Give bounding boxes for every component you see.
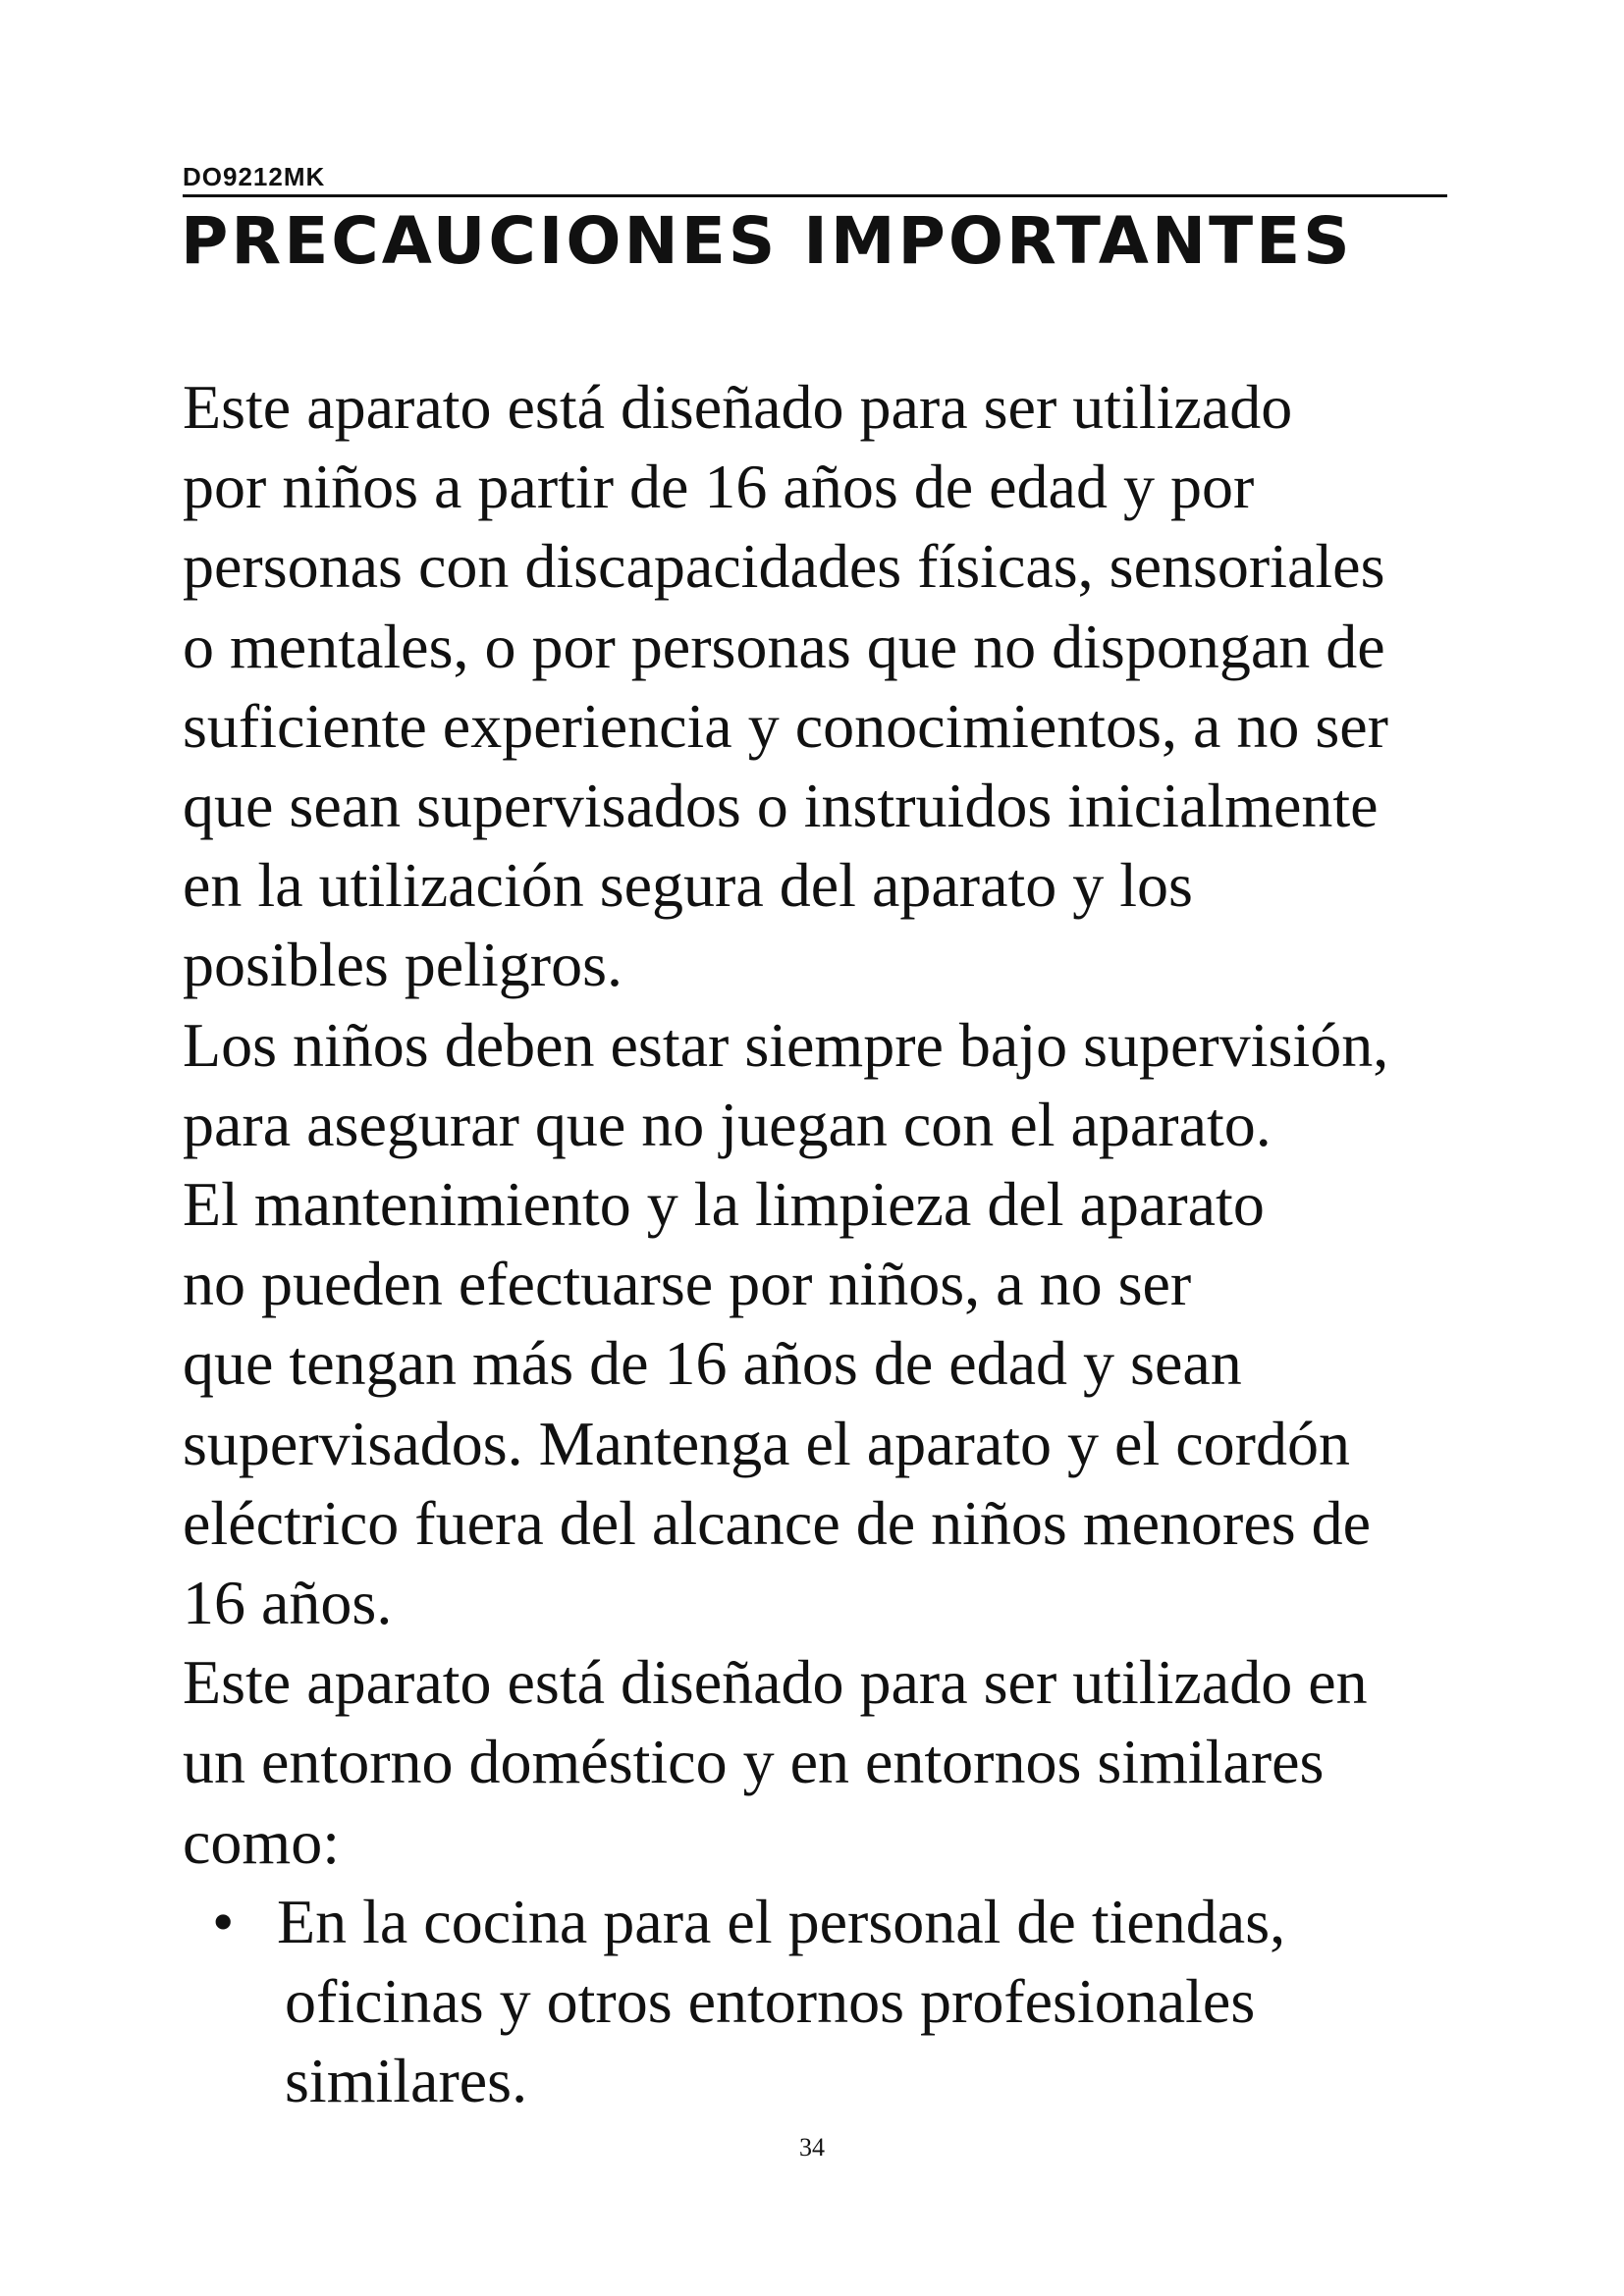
page-title: PRECAUCIONES IMPORTANTES <box>181 203 1353 279</box>
body-line: El mantenimiento y la limpieza del aparato <box>183 1169 1265 1240</box>
bullet-item <box>183 1882 1459 1961</box>
bullet-line: En la cocina para el personal de tiendas, <box>277 1886 1286 1956</box>
page-number: 34 <box>799 2133 825 2162</box>
bullet-icon: • <box>212 1886 235 1956</box>
header-rule <box>183 194 1447 197</box>
body-line: un entorno doméstico y en entornos similares <box>183 1727 1325 1797</box>
body-text <box>183 367 1459 2120</box>
body-line: suficiente experiencia y conocimientos, a no ser <box>183 690 1388 761</box>
body-line: en la utilización segura del aparato y los <box>183 850 1193 921</box>
body-line: Los niños deben estar siempre bajo supervisión, <box>183 1009 1389 1080</box>
body-line: que tengan más de 16 años de edad y sean <box>183 1328 1242 1399</box>
bullet-continuation-line: similares. <box>285 2046 528 2116</box>
body-line: para asegurar que no juegan con el aparato. <box>183 1089 1272 1159</box>
body-line: Este aparato está diseñado para ser utilizado en <box>183 1647 1368 1718</box>
body-line: Este aparato está diseñado para ser utilizado <box>183 372 1293 442</box>
body-line: como: <box>183 1806 340 1877</box>
body-line: no pueden efectuarse por niños, a no ser <box>183 1249 1192 1319</box>
bullet-continuation-line: oficinas y otros entornos profesionales <box>285 1966 1256 2037</box>
body-line: eléctrico fuera del alcance de niños menores de <box>183 1487 1372 1558</box>
body-line: 16 años. <box>183 1568 393 1638</box>
body-line: supervisados. Mantenga el aparato y el cordón <box>183 1408 1350 1478</box>
body-line: o mentales, o por personas que no dispongan de <box>183 611 1385 681</box>
body-line: que sean supervisados o instruidos inicialmente <box>183 771 1379 841</box>
body-line: posibles peligros. <box>183 930 623 1000</box>
body-line: por niños a partir de 16 años de edad y por <box>183 452 1255 522</box>
body-line: personas con discapacidades físicas, sensoriales <box>183 531 1385 602</box>
model-number: DO9212MK <box>183 162 326 191</box>
